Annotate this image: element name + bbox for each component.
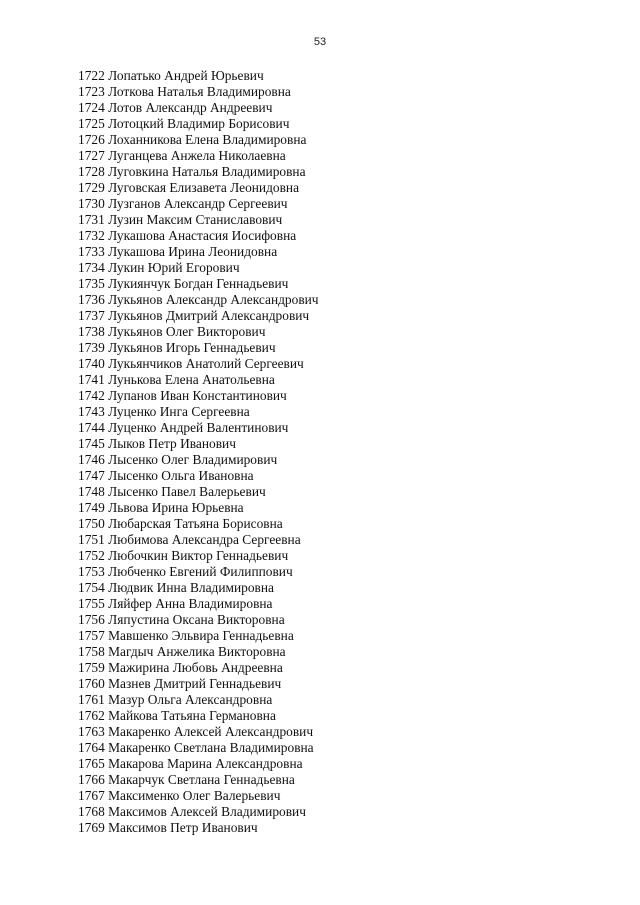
list-item [78, 212, 319, 228]
entry-name: Лысенко Павел Валерьевич [108, 484, 266, 499]
list-item [78, 180, 319, 196]
list-item [78, 772, 319, 788]
list-item [78, 132, 319, 148]
entry-number: 1737 [78, 308, 105, 323]
entry-number: 1752 [78, 548, 105, 563]
entry-number: 1741 [78, 372, 105, 387]
entry-number: 1728 [78, 164, 105, 179]
entry-number: 1766 [78, 772, 105, 787]
list-item [78, 356, 319, 372]
entry-name: Лунькова Елена Анатольевна [108, 372, 275, 387]
entry-number: 1743 [78, 404, 105, 419]
entry-name: Лысенко Ольга Ивановна [108, 468, 254, 483]
list-item [78, 516, 319, 532]
list-item [78, 292, 319, 308]
list-item [78, 804, 319, 820]
list-item [78, 116, 319, 132]
entry-number: 1742 [78, 388, 105, 403]
list-item [78, 148, 319, 164]
entry-name: Мавшенко Эльвира Геннадьевна [108, 628, 294, 643]
entry-number: 1755 [78, 596, 105, 611]
entry-name: Максимов Алексей Владимирович [108, 804, 306, 819]
list-item [78, 388, 319, 404]
entry-name: Лупанов Иван Константинович [108, 388, 287, 403]
list-item [78, 84, 319, 100]
entry-name: Любочкин Виктор Геннадьевич [108, 548, 289, 563]
list-item [78, 628, 319, 644]
entry-number: 1754 [78, 580, 105, 595]
entry-number: 1725 [78, 116, 105, 131]
list-item [78, 820, 319, 836]
entry-name: Лотоцкий Владимир Борисович [108, 116, 290, 131]
entry-name: Лоханникова Елена Владимировна [108, 132, 307, 147]
entry-number: 1730 [78, 196, 105, 211]
entry-name: Магдыч Анжелика Викторовна [108, 644, 286, 659]
entry-number: 1739 [78, 340, 105, 355]
entry-name: Лукиянчук Богдан Геннадьевич [108, 276, 289, 291]
entry-name: Лукашова Ирина Леонидовна [108, 244, 278, 259]
entry-name: Лукьянчиков Анатолий Сергеевич [108, 356, 304, 371]
list-item [78, 596, 319, 612]
entry-name: Лукьянов Игорь Геннадьевич [108, 340, 276, 355]
list-item [78, 532, 319, 548]
list-item [78, 340, 319, 356]
entry-number: 1745 [78, 436, 105, 451]
entry-name: Макаренко Светлана Владимировна [108, 740, 314, 755]
entry-name: Людвик Инна Владимировна [108, 580, 274, 595]
entry-number: 1740 [78, 356, 105, 371]
list-item [78, 708, 319, 724]
list-item [78, 612, 319, 628]
entry-name: Максименко Олег Валерьевич [108, 788, 281, 803]
list-item [78, 692, 319, 708]
list-item [78, 260, 319, 276]
entry-name: Ляйфер Анна Владимировна [108, 596, 273, 611]
entry-name: Любченко Евгений Филиппович [108, 564, 293, 579]
list-item [78, 740, 319, 756]
entry-number: 1769 [78, 820, 105, 835]
entry-number: 1736 [78, 292, 105, 307]
entry-number: 1760 [78, 676, 105, 691]
list-item [78, 468, 319, 484]
list-item [78, 788, 319, 804]
entry-number: 1747 [78, 468, 105, 483]
entry-name: Лукин Юрий Егорович [108, 260, 240, 275]
list-item [78, 308, 319, 324]
list-item [78, 228, 319, 244]
entry-number: 1744 [78, 420, 105, 435]
list-item [78, 404, 319, 420]
entry-name: Лопатько Андрей Юрьевич [108, 68, 264, 83]
entry-name: Лукашова Анастасия Иосифовна [108, 228, 297, 243]
entry-name: Любимова Александра Сергеевна [108, 532, 301, 547]
entry-name: Лузганов Александр Сергеевич [108, 196, 288, 211]
page-number: 53 [313, 36, 327, 48]
entry-number: 1722 [78, 68, 105, 83]
entry-name: Мазур Ольга Александровна [108, 692, 273, 707]
entry-name: Любарская Татьяна Борисовна [108, 516, 283, 531]
entry-name: Мажирина Любовь Андреевна [108, 660, 283, 675]
entry-number: 1762 [78, 708, 105, 723]
entry-number: 1761 [78, 692, 105, 707]
entry-number: 1733 [78, 244, 105, 259]
entry-number: 1753 [78, 564, 105, 579]
list-item [78, 244, 319, 260]
list-item [78, 196, 319, 212]
list-item [78, 484, 319, 500]
entry-name: Луценко Инга Сергеевна [108, 404, 250, 419]
entry-number: 1738 [78, 324, 105, 339]
list-item [78, 644, 319, 660]
entry-number: 1756 [78, 612, 105, 627]
entry-number: 1751 [78, 532, 105, 547]
entry-name: Максимов Петр Иванович [108, 820, 258, 835]
list-item [78, 676, 319, 692]
entry-name: Лысенко Олег Владимирович [108, 452, 278, 467]
entry-name: Лотов Александр Андреевич [108, 100, 273, 115]
list-item [78, 324, 319, 340]
list-item [78, 164, 319, 180]
list-item [78, 548, 319, 564]
list-item [78, 564, 319, 580]
entry-name: Лыков Петр Иванович [108, 436, 236, 451]
entry-number: 1748 [78, 484, 105, 499]
entry-name: Лузин Максим Станиславович [108, 212, 283, 227]
entry-name: Луганцева Анжела Николаевна [108, 148, 286, 163]
entry-number: 1732 [78, 228, 105, 243]
list-item [78, 756, 319, 772]
entry-number: 1735 [78, 276, 105, 291]
entry-name: Макаренко Алексей Александрович [108, 724, 314, 739]
entry-name: Лукьянов Олег Викторович [108, 324, 266, 339]
entry-name: Мазнев Дмитрий Геннадьевич [108, 676, 282, 691]
list-item [78, 68, 319, 84]
entry-number: 1734 [78, 260, 105, 275]
entry-number: 1727 [78, 148, 105, 163]
entry-name: Луговкина Наталья Владимировна [108, 164, 306, 179]
list-item [78, 724, 319, 740]
entry-name: Лоткова Наталья Владимировна [108, 84, 291, 99]
entry-number: 1729 [78, 180, 105, 195]
entry-number: 1759 [78, 660, 105, 675]
entry-name: Львова Ирина Юрьевна [108, 500, 244, 515]
entry-number: 1731 [78, 212, 105, 227]
entry-number: 1746 [78, 452, 105, 467]
entry-name: Лукьянов Дмитрий Александрович [108, 308, 310, 323]
list-item [78, 372, 319, 388]
entry-number: 1749 [78, 500, 105, 515]
entry-number: 1763 [78, 724, 105, 739]
list-item [78, 660, 319, 676]
entry-number: 1764 [78, 740, 105, 755]
entry-number: 1757 [78, 628, 105, 643]
list-item [78, 420, 319, 436]
list-item [78, 452, 319, 468]
entry-name: Лукьянов Александр Александрович [108, 292, 319, 307]
entry-number: 1750 [78, 516, 105, 531]
list-item [78, 580, 319, 596]
entry-name: Луговская Елизавета Леонидовна [108, 180, 300, 195]
entry-name: Майкова Татьяна Германовна [108, 708, 276, 723]
list-item [78, 436, 319, 452]
entry-name: Макарчук Светлана Геннадьевна [108, 772, 295, 787]
list-item [78, 500, 319, 516]
entry-number: 1723 [78, 84, 105, 99]
list-item [78, 276, 319, 292]
entry-number: 1758 [78, 644, 105, 659]
entry-name: Макарова Марина Александровна [108, 756, 303, 771]
entry-number: 1724 [78, 100, 105, 115]
entry-name: Луценко Андрей Валентинович [108, 420, 289, 435]
entry-number: 1726 [78, 132, 105, 147]
entry-number: 1765 [78, 756, 105, 771]
list-item [78, 100, 319, 116]
name-list [78, 68, 319, 836]
entry-number: 1768 [78, 804, 105, 819]
entry-number: 1767 [78, 788, 105, 803]
entry-name: Ляпустина Оксана Викторовна [108, 612, 285, 627]
